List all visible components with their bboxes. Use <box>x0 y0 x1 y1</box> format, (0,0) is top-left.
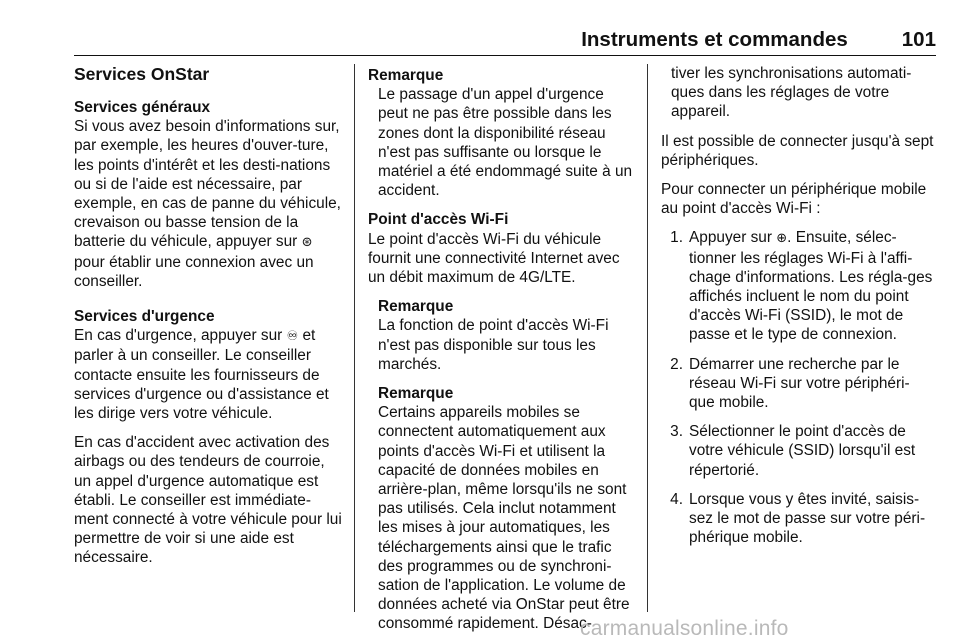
note-mobile-data <box>368 384 636 634</box>
connection-steps <box>661 228 935 547</box>
step-text: Lorsque vous y êtes invité, saisis-sez le mot de passe sur votre péri-phérique mobile. <box>689 490 926 547</box>
step-number: 4. <box>670 490 683 508</box>
watermark: carmanualsonline.info <box>580 617 789 640</box>
sos-button-icon: ♾ <box>286 329 299 345</box>
note-text: Le passage d'un appel d'urgence peut ne pas être possible dans les zones dont la disponibilité réseau n'est pas suffisante ou lorsque le matériel a été endommagé suite à un accident. <box>378 86 633 200</box>
page-header <box>74 28 936 54</box>
general-services-text: Si vous avez besoin d'informations sur, par exemple, les heures d'ouver-ture, les points d'intérêt et les desti-nations ou si de l'aide est nécessaire, par exemple, en cas de panne du véhicule, crevaison ou basse tension de la batterie du véhicule, appuyer sur ⊛ pour établir une connexion avec un conseiller. <box>74 118 341 290</box>
list-item <box>661 490 935 548</box>
step-text: Sélectionner le point d'accès de votre véhicule (SSID) lorsqu'il est répertorié. <box>689 423 916 479</box>
column-divider-1 <box>354 64 355 612</box>
general-services-heading: Services généraux <box>74 99 211 116</box>
note-label: Remarque <box>378 385 454 403</box>
page-number: 101 <box>901 28 936 51</box>
header-divider <box>74 55 936 56</box>
max-devices-text: Il est possible de connecter jusqu'à sept périphériques. <box>661 132 934 169</box>
wifi-hotspot-text: Le point d'accès Wi-Fi du véhicule fournit une connectivité Internet avec un débit maximum de 4G/LTE. <box>368 230 620 287</box>
connect-intro-text: Pour connecter un périphérique mobile au point d'accès Wi-Fi : <box>661 181 927 218</box>
column-2 <box>368 66 636 644</box>
note-emergency-network <box>368 66 636 200</box>
note-label: Remarque <box>368 67 444 84</box>
emergency-services-text: En cas d'urgence, appuyer sur ♾ et parler à un conseiller. Le conseiller contacte ensuite les fournisseurs de services d'urgence ou d'assistance et les dirige vers votre véhicule. <box>74 327 329 423</box>
chapter-title: Instruments et commandes <box>581 28 848 51</box>
step-number: 2. <box>670 355 683 373</box>
note-text: Certains appareils mobiles se connectent automatiquement aux points d'accès Wi-Fi et utilisent la capacité de données mobiles en arrière-plan, même lorsqu'ils ne sont pas utilisés. Cela inclut notamment les mises à jour automatiques, les téléchargements ainsi que le trafic des programmes ou de synchroni-sation de l'application. Le volume de données acheté via OnStar peut être consommé rapidement. Désac- <box>378 404 630 633</box>
step-text: Appuyer sur ⊕. Ensuite, sélec-tionner les réglages Wi-Fi à l'affi-chage d'informations. Les régla-ges affichés incluent le nom du point d'accès Wi-Fi (SSID), le mot de passe et le type de connexion. <box>689 229 933 344</box>
step-number: 1. <box>670 229 683 247</box>
column-divider-2 <box>647 64 648 612</box>
note-wifi-availability <box>368 297 636 374</box>
step-text: Démarrer une recherche par le réseau Wi-Fi sur votre périphéri-que mobile. <box>689 355 910 412</box>
note-text: La fonction de point d'accès Wi-Fi n'est pas disponible sur tous les marchés. <box>378 317 609 373</box>
note-label: Remarque <box>378 298 454 316</box>
emergency-services-heading: Services d'urgence <box>74 308 215 326</box>
wifi-hotspot-heading: Point d'accès Wi-Fi <box>368 211 509 229</box>
wifi-settings-icon: ⊕ <box>776 231 788 247</box>
step-number: 3. <box>670 423 683 441</box>
column-1 <box>74 64 342 578</box>
accident-text: En cas d'accident avec activation des airbags ou des tendeurs de courroie, un appel d'urgence automatique est établi. Le conseiller est immédiate-ment connecté à votre véhicule pour lui permettre de voir si une aide est nécessaire. <box>74 434 342 567</box>
note-continuation: tiver les synchronisations automati-ques dans les réglages de votre appareil. <box>671 65 912 121</box>
column-3 <box>661 64 935 557</box>
list-item <box>661 355 935 413</box>
onstar-button-icon: ⊛ <box>301 235 313 251</box>
list-item <box>661 228 935 344</box>
section-title: Services OnStar <box>74 64 210 84</box>
list-item <box>661 422 935 480</box>
